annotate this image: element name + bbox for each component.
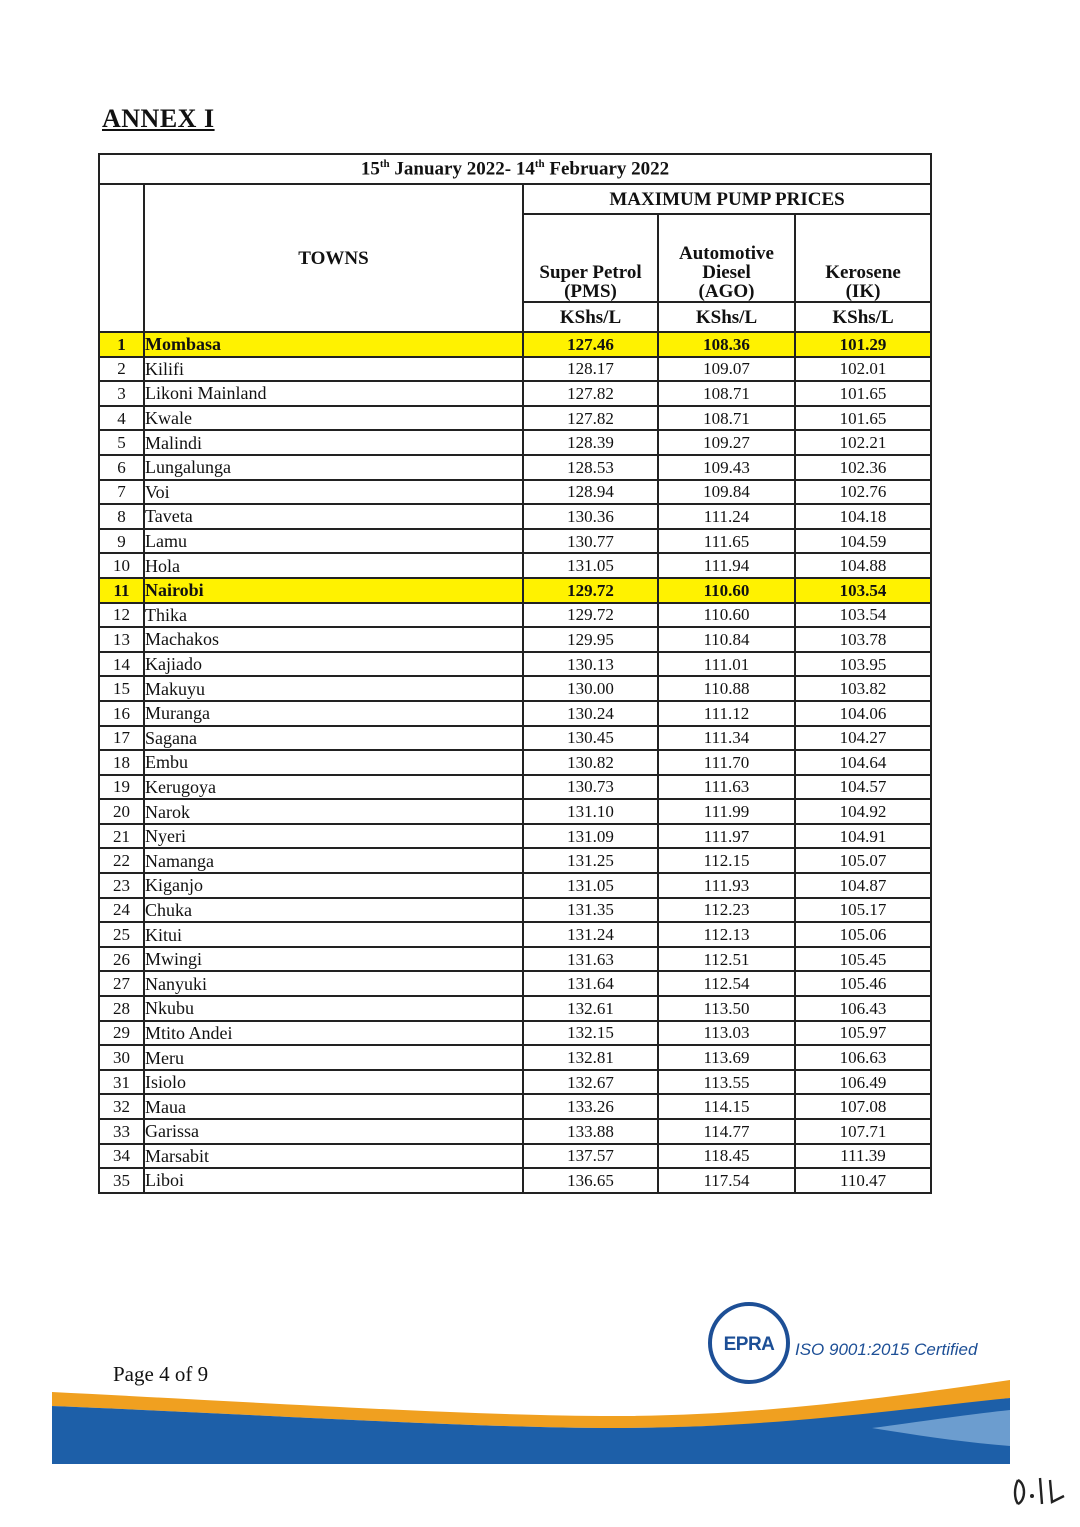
row-number: 8 (99, 504, 144, 529)
table-row (99, 406, 931, 431)
ago-price: 112.13 (658, 922, 795, 947)
town-name: Lamu (144, 529, 523, 554)
town-name: Machakos (144, 627, 523, 652)
ik-price: 101.65 (795, 406, 931, 431)
ik-price: 104.87 (795, 873, 931, 898)
pms-price: 131.64 (523, 971, 658, 996)
row-number: 16 (99, 701, 144, 726)
table-row (99, 799, 931, 824)
ago-price: 109.07 (658, 357, 795, 382)
town-name: Chuka (144, 898, 523, 923)
town-name: Liboi (144, 1168, 523, 1193)
pms-price: 131.24 (523, 922, 658, 947)
row-number: 33 (99, 1119, 144, 1144)
town-name: Namanga (144, 848, 523, 873)
row-number: 31 (99, 1070, 144, 1095)
ik-price: 104.06 (795, 701, 931, 726)
town-name: Garissa (144, 1119, 523, 1144)
max-pump-prices-header: MAXIMUM PUMP PRICES (523, 184, 931, 214)
ago-price: 108.71 (658, 381, 795, 406)
ik-price: 104.59 (795, 529, 931, 554)
table-row (99, 578, 931, 603)
ago-price: 117.54 (658, 1168, 795, 1193)
pms-price: 129.95 (523, 627, 658, 652)
ik-price: 104.57 (795, 775, 931, 800)
row-number: 2 (99, 357, 144, 382)
row-number: 14 (99, 652, 144, 677)
ago-price: 111.97 (658, 824, 795, 849)
ik-price: 104.64 (795, 750, 931, 775)
ik-price: 110.47 (795, 1168, 931, 1193)
pms-price: 130.73 (523, 775, 658, 800)
row-number: 29 (99, 1021, 144, 1046)
pms-price: 133.88 (523, 1119, 658, 1144)
pms-price: 130.24 (523, 701, 658, 726)
table-row (99, 603, 931, 628)
table-row (99, 480, 931, 505)
pms-price: 127.82 (523, 406, 658, 431)
pms-price: 130.77 (523, 529, 658, 554)
pms-price: 132.81 (523, 1045, 658, 1070)
table-row (99, 824, 931, 849)
ik-price: 105.06 (795, 922, 931, 947)
ik-price: 103.54 (795, 603, 931, 628)
row-number: 27 (99, 971, 144, 996)
table-row (99, 357, 931, 382)
table-row (99, 775, 931, 800)
handwritten-initials (1012, 1474, 1068, 1517)
pms-price: 130.00 (523, 676, 658, 701)
ik-price: 102.21 (795, 430, 931, 455)
iso-certification: ISO 9001:2015 Certified (795, 1340, 978, 1359)
table-row (99, 922, 931, 947)
row-number: 11 (99, 578, 144, 603)
row-number: 6 (99, 455, 144, 480)
town-name: Kiganjo (144, 873, 523, 898)
ik-price: 102.01 (795, 357, 931, 382)
row-number: 17 (99, 726, 144, 751)
ago-price: 111.34 (658, 726, 795, 751)
table-row (99, 1119, 931, 1144)
table-row (99, 947, 931, 972)
ago-unit: KShs/L (658, 302, 795, 332)
pms-price: 132.15 (523, 1021, 658, 1046)
pms-price: 133.26 (523, 1094, 658, 1119)
pms-price: 132.61 (523, 996, 658, 1021)
ik-price: 107.71 (795, 1119, 931, 1144)
pms-price: 131.05 (523, 553, 658, 578)
table-row (99, 848, 931, 873)
ik-price: 104.92 (795, 799, 931, 824)
ik-price: 105.17 (795, 898, 931, 923)
table-row (99, 1070, 931, 1095)
town-name: Maua (144, 1094, 523, 1119)
table-row (99, 996, 931, 1021)
ik-header: Kerosene (IK) (795, 214, 931, 302)
town-name: Nyeri (144, 824, 523, 849)
row-number: 1 (99, 332, 144, 357)
ik-price: 103.82 (795, 676, 931, 701)
town-name: Malindi (144, 430, 523, 455)
pms-price: 129.72 (523, 603, 658, 628)
ago-price: 113.50 (658, 996, 795, 1021)
row-number: 10 (99, 553, 144, 578)
ik-price: 103.78 (795, 627, 931, 652)
town-name: Lungalunga (144, 455, 523, 480)
ago-price: 111.63 (658, 775, 795, 800)
town-name: Muranga (144, 701, 523, 726)
ik-price: 105.46 (795, 971, 931, 996)
page-number: Page 4 of 9 (113, 1362, 209, 1386)
pms-price: 131.35 (523, 898, 658, 923)
ik-price: 104.91 (795, 824, 931, 849)
ago-price: 111.93 (658, 873, 795, 898)
ago-price: 111.12 (658, 701, 795, 726)
table-row (99, 1045, 931, 1070)
table-row (99, 701, 931, 726)
pms-unit: KShs/L (523, 302, 658, 332)
ik-price: 103.95 (795, 652, 931, 677)
town-name: Kerugoya (144, 775, 523, 800)
table-row (99, 504, 931, 529)
ago-price: 111.01 (658, 652, 795, 677)
row-number: 3 (99, 381, 144, 406)
row-number: 30 (99, 1045, 144, 1070)
ago-price: 112.15 (658, 848, 795, 873)
table-row (99, 1021, 931, 1046)
town-name: Nairobi (144, 578, 523, 603)
town-name: Voi (144, 480, 523, 505)
row-number: 4 (99, 406, 144, 431)
ago-price: 111.99 (658, 799, 795, 824)
ik-price: 106.63 (795, 1045, 931, 1070)
town-name: Kilifi (144, 357, 523, 382)
ik-price: 105.07 (795, 848, 931, 873)
town-name: Taveta (144, 504, 523, 529)
table-row (99, 873, 931, 898)
table-row (99, 381, 931, 406)
ago-price: 113.55 (658, 1070, 795, 1095)
town-name: Thika (144, 603, 523, 628)
ago-price: 110.84 (658, 627, 795, 652)
pms-price: 128.94 (523, 480, 658, 505)
epra-logo-text: EPRA (723, 1334, 775, 1355)
pms-price: 130.13 (523, 652, 658, 677)
ik-price: 104.18 (795, 504, 931, 529)
row-number: 28 (99, 996, 144, 1021)
town-name: Likoni Mainland (144, 381, 523, 406)
ik-price: 101.65 (795, 381, 931, 406)
ago-price: 109.27 (658, 430, 795, 455)
row-number: 9 (99, 529, 144, 554)
pms-price: 136.65 (523, 1168, 658, 1193)
ago-price: 110.60 (658, 603, 795, 628)
pms-price: 128.39 (523, 430, 658, 455)
pms-price: 131.09 (523, 824, 658, 849)
pms-header: Super Petrol (PMS) (523, 214, 658, 302)
town-name: Makuyu (144, 676, 523, 701)
ago-price: 112.51 (658, 947, 795, 972)
pms-price: 130.36 (523, 504, 658, 529)
ago-price: 112.23 (658, 898, 795, 923)
ik-price: 102.36 (795, 455, 931, 480)
pms-price: 127.46 (523, 332, 658, 357)
town-name: Isiolo (144, 1070, 523, 1095)
town-name: Kajiado (144, 652, 523, 677)
ik-price: 106.49 (795, 1070, 931, 1095)
pump-prices-table (98, 153, 932, 1194)
ago-price: 118.45 (658, 1144, 795, 1169)
ik-price: 106.43 (795, 996, 931, 1021)
town-name: Meru (144, 1045, 523, 1070)
row-number: 19 (99, 775, 144, 800)
ago-price: 111.24 (658, 504, 795, 529)
ago-price: 108.71 (658, 406, 795, 431)
ago-price: 111.94 (658, 553, 795, 578)
ago-price: 113.69 (658, 1045, 795, 1070)
town-name: Hola (144, 553, 523, 578)
row-number: 18 (99, 750, 144, 775)
table-row (99, 1094, 931, 1119)
town-name: Mombasa (144, 332, 523, 357)
table-row (99, 430, 931, 455)
ik-price: 102.76 (795, 480, 931, 505)
ago-price: 112.54 (658, 971, 795, 996)
town-name: Mtito Andei (144, 1021, 523, 1046)
table-row (99, 553, 931, 578)
pms-price: 131.05 (523, 873, 658, 898)
pms-price: 131.63 (523, 947, 658, 972)
town-name: Embu (144, 750, 523, 775)
pms-price: 127.82 (523, 381, 658, 406)
row-number: 21 (99, 824, 144, 849)
ik-price: 105.45 (795, 947, 931, 972)
row-number: 23 (99, 873, 144, 898)
town-name: Nanyuki (144, 971, 523, 996)
town-name: Marsabit (144, 1144, 523, 1169)
pms-price: 130.45 (523, 726, 658, 751)
table-row (99, 726, 931, 751)
pms-price: 137.57 (523, 1144, 658, 1169)
row-number: 34 (99, 1144, 144, 1169)
row-number: 12 (99, 603, 144, 628)
ago-price: 110.60 (658, 578, 795, 603)
ik-price: 111.39 (795, 1144, 931, 1169)
ik-price: 103.54 (795, 578, 931, 603)
pms-price: 129.72 (523, 578, 658, 603)
town-name: Sagana (144, 726, 523, 751)
table-row (99, 1168, 931, 1193)
table-row (99, 676, 931, 701)
table-row (99, 455, 931, 480)
town-name: Kwale (144, 406, 523, 431)
ik-price: 107.08 (795, 1094, 931, 1119)
table-row (99, 1144, 931, 1169)
period-header: 15th January 2022- 14th February 2022 (99, 154, 931, 184)
table-row (99, 529, 931, 554)
table-row (99, 898, 931, 923)
table-row (99, 627, 931, 652)
row-number: 15 (99, 676, 144, 701)
ago-price: 113.03 (658, 1021, 795, 1046)
ik-price: 105.97 (795, 1021, 931, 1046)
row-number: 22 (99, 848, 144, 873)
table-row (99, 652, 931, 677)
ago-price: 109.84 (658, 480, 795, 505)
pms-price: 130.82 (523, 750, 658, 775)
pms-price: 131.25 (523, 848, 658, 873)
row-number: 7 (99, 480, 144, 505)
row-number: 32 (99, 1094, 144, 1119)
town-name: Kitui (144, 922, 523, 947)
row-number: 35 (99, 1168, 144, 1193)
row-number: 20 (99, 799, 144, 824)
row-number: 26 (99, 947, 144, 972)
epra-logo (708, 1302, 790, 1384)
pms-price: 131.10 (523, 799, 658, 824)
row-number: 25 (99, 922, 144, 947)
ago-price: 114.77 (658, 1119, 795, 1144)
town-name: Mwingi (144, 947, 523, 972)
pms-price: 128.53 (523, 455, 658, 480)
table-row (99, 750, 931, 775)
row-number: 5 (99, 430, 144, 455)
town-name: Narok (144, 799, 523, 824)
footer-wave-band (52, 1380, 1012, 1464)
ik-price: 104.88 (795, 553, 931, 578)
town-name: Nkubu (144, 996, 523, 1021)
ago-price: 111.70 (658, 750, 795, 775)
row-number: 24 (99, 898, 144, 923)
towns-header: TOWNS (144, 184, 523, 332)
table-row (99, 332, 931, 357)
ago-price: 109.43 (658, 455, 795, 480)
number-column-header (99, 184, 144, 332)
pms-price: 128.17 (523, 357, 658, 382)
row-number: 13 (99, 627, 144, 652)
ago-header: Automotive Diesel (AGO) (658, 214, 795, 302)
pms-price: 132.67 (523, 1070, 658, 1095)
ik-price: 104.27 (795, 726, 931, 751)
ago-price: 114.15 (658, 1094, 795, 1119)
ik-price: 101.29 (795, 332, 931, 357)
ago-price: 108.36 (658, 332, 795, 357)
annex-title: ANNEX I (102, 104, 215, 133)
table-row (99, 971, 931, 996)
ago-price: 110.88 (658, 676, 795, 701)
ago-price: 111.65 (658, 529, 795, 554)
ik-unit: KShs/L (795, 302, 931, 332)
